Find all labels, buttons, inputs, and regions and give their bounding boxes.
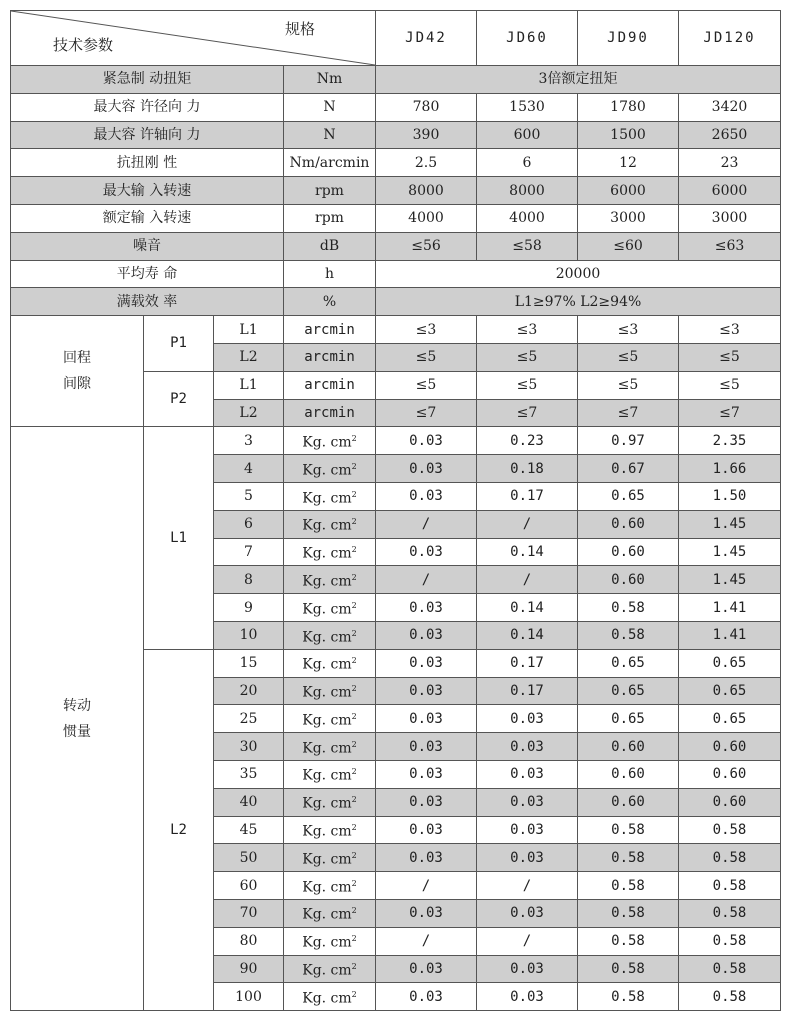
value-cell: 0.03 [477, 899, 578, 927]
ratio-cell: 45 [214, 816, 284, 844]
ratio-cell: 25 [214, 705, 284, 733]
value-cell: 0.03 [477, 788, 578, 816]
value-cell: ≤5 [578, 371, 679, 399]
model-header: JD42 [376, 11, 477, 66]
value-cell: 0.60 [679, 760, 781, 788]
value-cell: 8000 [376, 177, 477, 205]
value-cell: 0.65 [679, 705, 781, 733]
unit-cell: arcmin [284, 316, 376, 344]
unit-base: Kg. cm [302, 879, 352, 896]
value-cell: 0.03 [477, 705, 578, 733]
stage-cell: L2 [214, 399, 284, 427]
unit-base: Kg. cm [302, 601, 352, 618]
value-cell: 4000 [477, 204, 578, 232]
param-name: 最大容 许轴向 力 [11, 121, 284, 149]
value-cell: ≤5 [477, 371, 578, 399]
param-unit: h [284, 260, 376, 288]
unit-base: Kg. cm [302, 962, 352, 979]
table-row [11, 316, 781, 344]
value-cell: 1.41 [679, 621, 781, 649]
value-cell: ≤3 [578, 316, 679, 344]
ratio-cell: 80 [214, 927, 284, 955]
value-cell: / [477, 872, 578, 900]
inertia-label: 转动 惯量 [11, 427, 144, 1011]
value-cell: 0.03 [376, 482, 477, 510]
value-cell: ≤60 [578, 232, 679, 260]
params-label: 技术参数 [53, 36, 114, 54]
param-name: 抗扭刚 性 [11, 149, 284, 177]
value-cell: 0.03 [477, 844, 578, 872]
value-cell: ≤5 [477, 343, 578, 371]
value-cell: 0.03 [376, 677, 477, 705]
value-cell: ≤56 [376, 232, 477, 260]
corner-header [11, 11, 376, 66]
unit-superscript: 2 [351, 934, 357, 944]
ratio-cell: 4 [214, 455, 284, 483]
unit-cell [284, 872, 376, 900]
value-cell: 0.03 [376, 427, 477, 455]
value-cell: 2.35 [679, 427, 781, 455]
table-row [11, 427, 781, 455]
unit-cell [284, 427, 376, 455]
value-cell: ≤7 [376, 399, 477, 427]
value-cell: 2650 [679, 121, 781, 149]
value-cell: 23 [679, 149, 781, 177]
value-cell: 0.03 [376, 983, 477, 1011]
unit-superscript: 2 [351, 906, 357, 916]
value-cell: 1.50 [679, 482, 781, 510]
param-name: 最大输 入转速 [11, 177, 284, 205]
unit-base: Kg. cm [302, 823, 352, 840]
value-cell: 0.58 [679, 899, 781, 927]
value-cell: / [477, 510, 578, 538]
unit-base: Kg. cm [302, 934, 352, 951]
ratio-cell: 7 [214, 538, 284, 566]
value-cell: 1530 [477, 93, 578, 121]
ratio-cell: 90 [214, 955, 284, 983]
value-cell: 0.03 [376, 760, 477, 788]
ratio-cell: 40 [214, 788, 284, 816]
param-unit: Nm/arcmin [284, 149, 376, 177]
value-cell: 0.03 [477, 983, 578, 1011]
value-cell: 0.58 [679, 983, 781, 1011]
value-cell: 0.58 [679, 955, 781, 983]
value-cell: 1.45 [679, 566, 781, 594]
value-cell: 0.03 [477, 760, 578, 788]
value-cell: 0.17 [477, 482, 578, 510]
value-cell: 4000 [376, 204, 477, 232]
unit-base: Kg. cm [302, 907, 352, 924]
value-cell: 0.23 [477, 427, 578, 455]
unit-cell [284, 621, 376, 649]
value-cell: 0.58 [578, 621, 679, 649]
unit-base: Kg. cm [302, 462, 352, 479]
value-cell: 8000 [477, 177, 578, 205]
unit-superscript: 2 [351, 600, 357, 610]
unit-base: Kg. cm [302, 990, 352, 1007]
value-cell: 0.65 [578, 649, 679, 677]
value-cell: 1780 [578, 93, 679, 121]
param-unit: rpm [284, 204, 376, 232]
value-cell: 390 [376, 121, 477, 149]
unit-cell [284, 816, 376, 844]
unit-superscript: 2 [351, 572, 357, 582]
ratio-cell: 10 [214, 621, 284, 649]
value-cell: 0.65 [578, 677, 679, 705]
unit-base: Kg. cm [302, 740, 352, 757]
unit-base: Kg. cm [302, 490, 352, 507]
merged-value: L1≥97% L2≥94% [376, 288, 781, 316]
value-cell: 1500 [578, 121, 679, 149]
value-cell: / [376, 872, 477, 900]
ratio-cell: 70 [214, 899, 284, 927]
value-cell: 0.14 [477, 538, 578, 566]
unit-cell: arcmin [284, 343, 376, 371]
param-unit: N [284, 121, 376, 149]
param-name: 满载效 率 [11, 288, 284, 316]
merged-value: 20000 [376, 260, 781, 288]
value-cell: 0.03 [376, 455, 477, 483]
spec-label: 规格 [284, 20, 315, 38]
unit-cell [284, 788, 376, 816]
value-cell: 0.60 [578, 566, 679, 594]
value-cell: 0.03 [477, 955, 578, 983]
unit-superscript: 2 [351, 989, 357, 999]
value-cell: 0.58 [578, 955, 679, 983]
value-cell: 0.58 [578, 816, 679, 844]
value-cell: / [376, 510, 477, 538]
param-unit: % [284, 288, 376, 316]
value-cell: 0.58 [578, 594, 679, 622]
value-cell: 3000 [679, 204, 781, 232]
value-cell: 6000 [578, 177, 679, 205]
inertia-group: L2 [144, 649, 214, 1010]
table-row [11, 232, 781, 260]
value-cell: ≤5 [679, 343, 781, 371]
value-cell: ≤7 [477, 399, 578, 427]
ratio-cell: 50 [214, 844, 284, 872]
value-cell: 0.03 [376, 816, 477, 844]
value-cell: 0.03 [376, 844, 477, 872]
param-unit: N [284, 93, 376, 121]
unit-base: Kg. cm [302, 434, 352, 451]
param-unit: rpm [284, 177, 376, 205]
value-cell: 0.14 [477, 594, 578, 622]
value-cell: 0.67 [578, 455, 679, 483]
value-cell: 3420 [679, 93, 781, 121]
table-row [11, 121, 781, 149]
value-cell: 0.03 [376, 705, 477, 733]
value-cell: 1.41 [679, 594, 781, 622]
spec-table-body [11, 11, 781, 1011]
value-cell: ≤5 [376, 343, 477, 371]
value-cell: 0.58 [578, 983, 679, 1011]
unit-superscript: 2 [351, 433, 357, 443]
param-name: 平均寿 命 [11, 260, 284, 288]
value-cell: 1.66 [679, 455, 781, 483]
value-cell: 0.03 [376, 899, 477, 927]
unit-superscript: 2 [351, 767, 357, 777]
ratio-cell: 15 [214, 649, 284, 677]
param-unit: Nm [284, 66, 376, 94]
unit-superscript: 2 [351, 684, 357, 694]
value-cell: 2.5 [376, 149, 477, 177]
unit-cell [284, 983, 376, 1011]
unit-base: Kg. cm [302, 545, 352, 562]
unit-superscript: 2 [351, 739, 357, 749]
value-cell: 0.58 [578, 899, 679, 927]
value-cell: 0.60 [578, 788, 679, 816]
param-unit: dB [284, 232, 376, 260]
header-row [11, 11, 781, 66]
unit-cell [284, 649, 376, 677]
value-cell: 0.65 [679, 649, 781, 677]
value-cell: 0.65 [578, 482, 679, 510]
value-cell: 0.03 [376, 733, 477, 761]
backlash-label: 回程 间隙 [11, 316, 144, 427]
param-name: 噪音 [11, 232, 284, 260]
spec-table [10, 10, 781, 1011]
ratio-cell: 8 [214, 566, 284, 594]
value-cell: 0.03 [376, 649, 477, 677]
table-row [11, 260, 781, 288]
table-row [11, 288, 781, 316]
model-header: JD90 [578, 11, 679, 66]
table-row [11, 204, 781, 232]
value-cell: 0.60 [578, 733, 679, 761]
unit-base: Kg. cm [302, 795, 352, 812]
unit-cell: arcmin [284, 371, 376, 399]
unit-base: Kg. cm [302, 517, 352, 534]
value-cell: 3000 [578, 204, 679, 232]
value-cell: ≤7 [578, 399, 679, 427]
value-cell: 0.03 [477, 733, 578, 761]
value-cell: 0.03 [477, 816, 578, 844]
unit-superscript: 2 [351, 656, 357, 666]
unit-cell [284, 733, 376, 761]
value-cell: ≤3 [477, 316, 578, 344]
value-cell: 6 [477, 149, 578, 177]
model-header: JD120 [679, 11, 781, 66]
ratio-cell: 20 [214, 677, 284, 705]
param-name: 最大容 许径向 力 [11, 93, 284, 121]
merged-value: 3倍额定扭矩 [376, 66, 781, 94]
value-cell: / [477, 927, 578, 955]
param-name: 额定输 入转速 [11, 204, 284, 232]
unit-cell: arcmin [284, 399, 376, 427]
value-cell: 0.65 [578, 705, 679, 733]
table-row [11, 177, 781, 205]
value-cell: 0.58 [679, 816, 781, 844]
value-cell: ≤5 [376, 371, 477, 399]
unit-superscript: 2 [351, 823, 357, 833]
unit-base: Kg. cm [302, 629, 352, 646]
model-header: JD60 [477, 11, 578, 66]
ratio-cell: 35 [214, 760, 284, 788]
value-cell: 12 [578, 149, 679, 177]
value-cell: 0.60 [679, 788, 781, 816]
unit-base: Kg. cm [302, 656, 352, 673]
value-cell: 0.14 [477, 621, 578, 649]
value-cell: 780 [376, 93, 477, 121]
unit-superscript: 2 [351, 628, 357, 638]
value-cell: 0.03 [376, 788, 477, 816]
table-row [11, 66, 781, 94]
unit-base: Kg. cm [302, 684, 352, 701]
unit-base: Kg. cm [302, 712, 352, 729]
value-cell: / [477, 566, 578, 594]
value-cell: ≤5 [679, 371, 781, 399]
table-row [11, 93, 781, 121]
unit-superscript: 2 [351, 545, 357, 555]
unit-cell [284, 927, 376, 955]
unit-superscript: 2 [351, 711, 357, 721]
unit-superscript: 2 [351, 517, 357, 527]
value-cell: 0.58 [578, 927, 679, 955]
value-cell: 6000 [679, 177, 781, 205]
inertia-group: L1 [144, 427, 214, 649]
unit-cell [284, 455, 376, 483]
unit-cell [284, 705, 376, 733]
value-cell: 0.60 [679, 733, 781, 761]
ratio-cell: 60 [214, 872, 284, 900]
value-cell: ≤5 [578, 343, 679, 371]
value-cell: 0.03 [376, 621, 477, 649]
unit-superscript: 2 [351, 795, 357, 805]
value-cell: / [376, 566, 477, 594]
value-cell: 0.58 [679, 844, 781, 872]
unit-cell [284, 538, 376, 566]
value-cell: ≤3 [679, 316, 781, 344]
stage-cell: L2 [214, 343, 284, 371]
param-name: 紧急制 动扭矩 [11, 66, 284, 94]
backlash-group: P1 [144, 316, 214, 372]
unit-superscript: 2 [351, 850, 357, 860]
value-cell: 0.58 [578, 872, 679, 900]
value-cell: 0.03 [376, 538, 477, 566]
ratio-cell: 100 [214, 983, 284, 1011]
unit-cell [284, 482, 376, 510]
value-cell: 0.97 [578, 427, 679, 455]
value-cell: 0.03 [376, 955, 477, 983]
unit-base: Kg. cm [302, 851, 352, 868]
backlash-group: P2 [144, 371, 214, 427]
unit-cell [284, 594, 376, 622]
value-cell: 0.58 [679, 872, 781, 900]
unit-superscript: 2 [351, 962, 357, 972]
value-cell: 1.45 [679, 538, 781, 566]
unit-cell [284, 844, 376, 872]
value-cell: / [376, 927, 477, 955]
value-cell: 0.60 [578, 538, 679, 566]
stage-cell: L1 [214, 371, 284, 399]
stage-cell: L1 [214, 316, 284, 344]
value-cell: 0.65 [679, 677, 781, 705]
unit-cell [284, 899, 376, 927]
unit-cell [284, 955, 376, 983]
unit-superscript: 2 [351, 878, 357, 888]
value-cell: 0.18 [477, 455, 578, 483]
value-cell: 0.60 [578, 760, 679, 788]
unit-cell [284, 760, 376, 788]
value-cell: 0.03 [376, 594, 477, 622]
ratio-cell: 30 [214, 733, 284, 761]
unit-base: Kg. cm [302, 573, 352, 590]
unit-superscript: 2 [351, 461, 357, 471]
unit-cell [284, 677, 376, 705]
value-cell: 0.58 [679, 927, 781, 955]
unit-superscript: 2 [351, 489, 357, 499]
unit-cell [284, 510, 376, 538]
ratio-cell: 6 [214, 510, 284, 538]
unit-cell [284, 566, 376, 594]
unit-base: Kg. cm [302, 768, 352, 785]
value-cell: 600 [477, 121, 578, 149]
table-row [11, 149, 781, 177]
ratio-cell: 9 [214, 594, 284, 622]
value-cell: 0.17 [477, 649, 578, 677]
value-cell: 1.45 [679, 510, 781, 538]
value-cell: 0.60 [578, 510, 679, 538]
value-cell: ≤58 [477, 232, 578, 260]
ratio-cell: 3 [214, 427, 284, 455]
value-cell: ≤3 [376, 316, 477, 344]
ratio-cell: 5 [214, 482, 284, 510]
value-cell: 0.17 [477, 677, 578, 705]
value-cell: ≤7 [679, 399, 781, 427]
value-cell: 0.58 [578, 844, 679, 872]
value-cell: ≤63 [679, 232, 781, 260]
